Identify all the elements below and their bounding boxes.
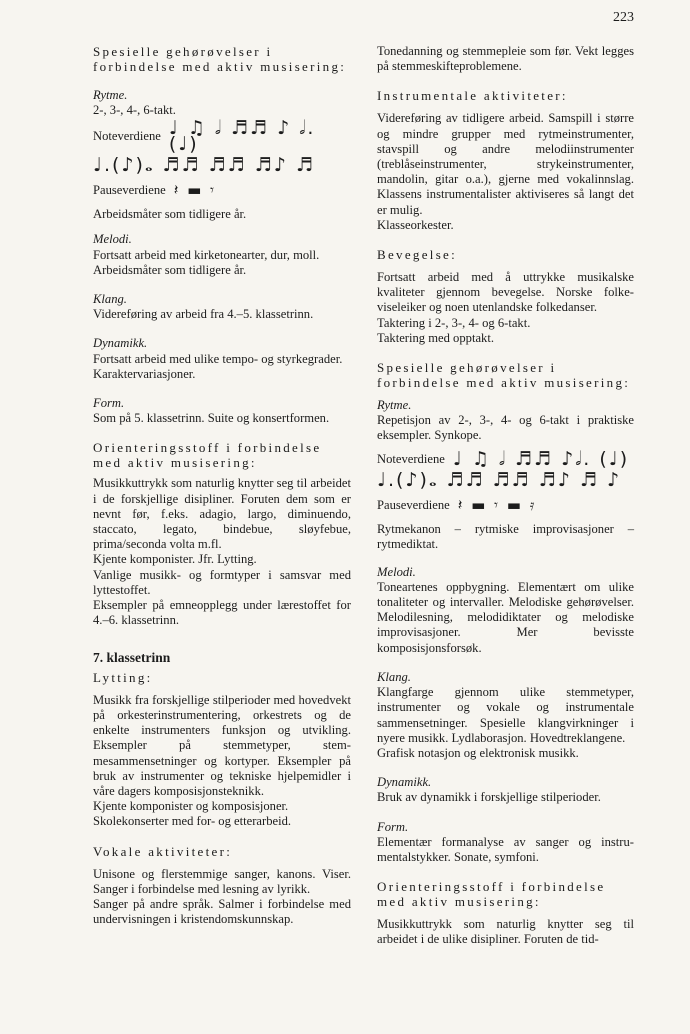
paragraph: Unisone og flerstemmige sanger, kanons. Viser. Sanger i forbindelse med lesning av lyrikk. [93,866,351,896]
paragraph: Musikkuttrykk som naturlig knytter seg til arbeidet i de forskjellige disipliner. Foruten dem som er nevnt før, f.eks. adagio, largo, diminuendo, staccato, legato, bindebue, sløyfebue, prima/seconda volta m.fl. [93,476,351,552]
section-heading: Spesielle gehørøvelser i forbindelse med aktiv musisering: [93,44,347,74]
page-number: 223 [613,10,634,25]
subsection-label: Melodi. [93,232,132,247]
section-heading: Lytting: [93,669,153,685]
note-values-label: Noteverdiene [93,129,161,143]
paragraph: Taktering i 2-, 3-, 4- og 6-takt. [377,315,531,330]
paragraph: Kjente komponister. Jfr. Lytting. [93,552,257,567]
paragraph: Kjente komponister og komposisjoner. [93,799,289,814]
paragraph: Taktering med opptakt. [377,330,494,345]
paragraph: Fortsatt arbeid med kirketonearter, dur, moll. [93,247,320,262]
subsection-label: Rytme. [93,88,128,102]
rest-values-icon: 𝄽 ▬ 𝄾 ▬ 𝄿 [457,496,537,515]
paragraph: Vanlige musikk- og formtyper i samsvar med lyttestoffet. [93,567,351,597]
paragraph: Musikk fra forskjellige stilperioder med hovedvekt på orkesterinstrumentering, orkestrets og de enkelte instrumenters funksjon og utvikling. Eksempler på stemmetyper, stemmesammensetninger og kortyper. Eksempler på bruk av instrumenter og tekniske hjelpemidler i våre dagers komposisjonsteknikk. [93,692,351,798]
paragraph: Fortsatt arbeid med ulike tempo- og styrkegrader. [93,351,343,366]
section-heading: Instrumentale aktiviteter: [377,88,568,104]
paragraph: Arbeidsmåter som tidligere år. [93,262,247,277]
paragraph: Klangfarge gjennom ulike stemmetyper, instrumenter og vokale og instrumentale sammensetninger. Spesielle klangvirkninger i nyere musikk. Lydlaborasjon. Hovedtreklangene. [377,685,634,745]
paragraph: Skolekonserter med for- og etterarbeid. [93,814,292,829]
paragraph: Arbeidsmåter som tidligere år. [93,207,247,222]
section-heading: Vokale aktiviteter: [93,843,233,859]
subsection-label: Form. [93,396,125,411]
paragraph: Som på 5. klassetrinn. Suite og konsertformen. [93,411,330,426]
paragraph: Karaktervariasjoner. [93,366,196,381]
paragraph: Sanger på andre språk. Salmer i forbindelse med undervisningen i kristendomskunnskap. [93,896,351,927]
paragraph: Elementær formanalyse av sanger og instrumentalstykker. Sonate, symfoni. [377,834,634,864]
paragraph: Repetisjon av 2-, 3-, 4- og 6-takt i praktiske eksempler. Synkope. [377,413,634,443]
subsection-label: Klang. [93,292,127,307]
subsection-label: Klang. [377,669,411,684]
subsection-label: Melodi. [377,564,416,579]
paragraph: 2-, 3-, 4-, 6-takt. [93,103,176,118]
paragraph: Tonedanning og stemmepleie som før. Vekt legges på stemmeskifteproblemene. [377,44,634,74]
subsection-label: Rytme. [377,398,412,413]
note-values-label: Noteverdiene [377,451,445,466]
note-values-icon: ♩ ♫ 𝅗𝅥 ♬♬ ♪𝅗𝅥. (♩) [452,447,630,470]
subsection-label: Dynamikk. [377,775,432,790]
paragraph: Klasseorkester. [377,217,454,232]
paragraph: Toneartenes oppbygning. Elementært om ulike tonaliteter og intervaller. Melodiske gehørøvelser. Melodilesning, melodidiktater og melodiske improvisasjoner. Mer bevisste komposisjonsforsøk. [377,579,634,655]
paragraph: Eksempler på emneopplegg under lærestoffet for 4.–6. klassetrinn. [93,598,351,628]
note-values-icon: ♩.(♪)𝅝 ♬♬ ♬♬ ♬♪ ♬ [93,153,315,176]
paragraph: Rytmekanon – rytmiske improvisasjoner – rytmediktat. [377,522,634,552]
rest-values-label: Pauseverdiene [93,183,166,198]
paragraph: Bruk av dynamikk i forskjellige stilperioder. [377,790,601,805]
rest-values-label: Pauseverdiene [377,498,450,513]
note-values-icon: ♩.(♪)𝅝 ♬♬ ♬♬ ♬♪ ♬ ♪ [377,468,622,491]
note-values-icon: ♩ ♫ 𝅗𝅥 ♬♬ ♪ 𝅗𝅥. (♩) [168,117,316,155]
right-column [377,44,634,962]
grade-heading: 7. klassetrinn [93,650,171,666]
paragraph: Grafisk notasjon og elektronisk musikk. [377,745,579,760]
paragraph: Musikkuttrykk som naturlig knytter seg til arbeidet i de ulike disipliner. Foruten de tid- [377,917,634,947]
rest-values-icon: 𝄽 ▬ 𝄾 [173,181,217,200]
subsection-label: Dynamikk. [93,336,148,351]
section-heading: Orienteringsstoff i forbindelse med aktiv musisering: [377,879,606,910]
section-heading: Spesielle gehørøvelser i forbindelse med aktiv musisering: [377,360,631,391]
paragraph: Videreføring av tidligere arbeid. Samspill i større og mindre grupper med rytmeinstrumenter, stavspill og andre melodiinstrumenter (treblåseinstrumenter, strykeinstrumenter, mandolin, gitar o.a.), gjerne med vokalinnslag. Klassens instrumentalister aktiviseres så langt det er mulig. [377,111,634,217]
left-column [93,44,351,941]
section-heading: Bevegelse: [377,247,458,263]
subsection-label: Form. [377,819,409,834]
paragraph: Fortsatt arbeid med å uttrykke musikalske kvaliteter gjennom bevegelse. Norske folkeviseleiker og noen utenlandske folkedanser. [377,270,634,315]
section-heading: Orienteringsstoff i forbindelse med aktiv musisering: [93,440,322,471]
paragraph: Videreføring av arbeid fra 4.–5. klassetrinn. [93,307,314,322]
